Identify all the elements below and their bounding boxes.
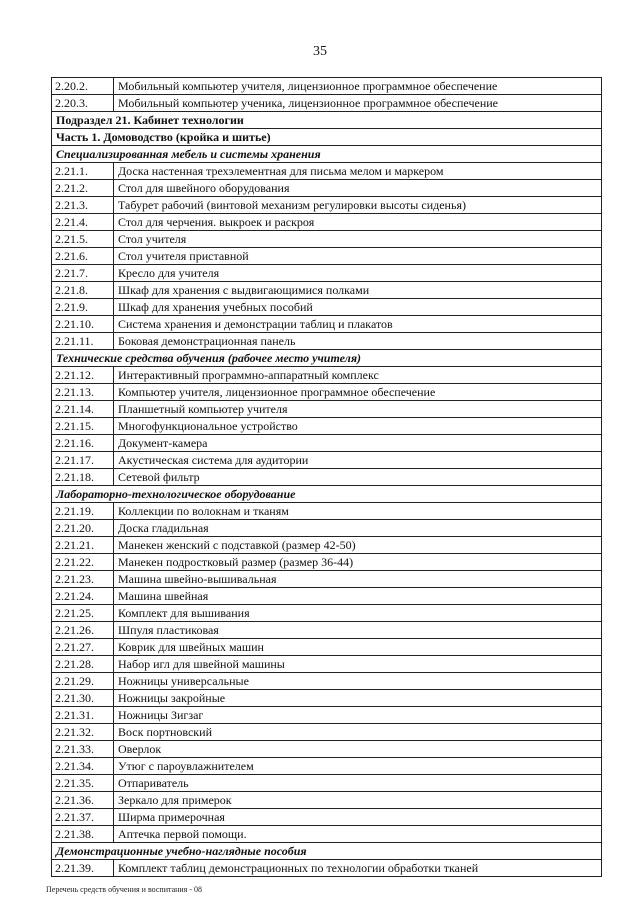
table-row	[52, 333, 602, 350]
item-name: Компьютер учителя, лицензионное программное обеспечение	[114, 384, 602, 401]
table-row	[52, 826, 602, 843]
item-number: 2.21.3.	[52, 197, 114, 214]
item-name: Мобильный компьютер учителя, лицензионное программное обеспечение	[114, 78, 602, 95]
item-number: 2.21.4.	[52, 214, 114, 231]
item-number: 2.21.13.	[52, 384, 114, 401]
item-name: Оверлок	[114, 741, 602, 758]
item-name: Зеркало для примерок	[114, 792, 602, 809]
table-row	[52, 469, 602, 486]
table-row	[52, 656, 602, 673]
item-name: Аптечка первой помощи.	[114, 826, 602, 843]
item-number: 2.21.39.	[52, 860, 114, 877]
item-number: 2.21.38.	[52, 826, 114, 843]
item-number: 2.21.35.	[52, 775, 114, 792]
item-name: Интерактивный программно-аппаратный комплекс	[114, 367, 602, 384]
table-row	[52, 401, 602, 418]
item-name: Машина швейная	[114, 588, 602, 605]
item-number: 2.21.8.	[52, 282, 114, 299]
item-name: Стол для швейного оборудования	[114, 180, 602, 197]
table-row	[52, 265, 602, 282]
table-row	[52, 690, 602, 707]
item-number: 2.21.15.	[52, 418, 114, 435]
item-number: 2.21.34.	[52, 758, 114, 775]
table-row	[52, 588, 602, 605]
subsection-heading: Подраздел 21. Кабинет технологии	[52, 112, 602, 129]
table-row	[52, 639, 602, 656]
category-heading: Лабораторно-технологическое оборудование	[52, 486, 602, 503]
table-row	[52, 248, 602, 265]
item-name: Сетевой фильтр	[114, 469, 602, 486]
item-number: 2.21.16.	[52, 435, 114, 452]
table-row	[52, 214, 602, 231]
item-name: Шкаф для хранения учебных пособий	[114, 299, 602, 316]
item-name: Система хранения и демонстрации таблиц и плакатов	[114, 316, 602, 333]
item-number: 2.21.2.	[52, 180, 114, 197]
equipment-table	[51, 77, 602, 877]
item-number: 2.21.9.	[52, 299, 114, 316]
table-row	[52, 78, 602, 95]
table-row	[52, 384, 602, 401]
category-heading-row	[52, 843, 602, 860]
table-row	[52, 554, 602, 571]
item-name: Стол для черчения. выкроек и раскроя	[114, 214, 602, 231]
item-name: Комплект для вышивания	[114, 605, 602, 622]
table-row	[52, 707, 602, 724]
category-heading-row	[52, 146, 602, 163]
item-number: 2.21.31.	[52, 707, 114, 724]
item-number: 2.21.10.	[52, 316, 114, 333]
item-name: Многофункциональное устройство	[114, 418, 602, 435]
table-row	[52, 418, 602, 435]
item-name: Машина швейно-вышивальная	[114, 571, 602, 588]
item-name: Ножницы закройные	[114, 690, 602, 707]
item-name: Коллекции по волокнам и тканям	[114, 503, 602, 520]
table-row	[52, 622, 602, 639]
item-name: Ножницы универсальные	[114, 673, 602, 690]
category-heading-row	[52, 486, 602, 503]
item-number: 2.21.26.	[52, 622, 114, 639]
item-name: Документ-камера	[114, 435, 602, 452]
category-heading: Демонстрационные учебно-наглядные пособия	[52, 843, 602, 860]
item-number: 2.21.17.	[52, 452, 114, 469]
item-name: Планшетный компьютер учителя	[114, 401, 602, 418]
item-number: 2.21.24.	[52, 588, 114, 605]
item-number: 2.21.21.	[52, 537, 114, 554]
item-number: 2.21.20.	[52, 520, 114, 537]
category-heading-row	[52, 350, 602, 367]
item-number: 2.21.6.	[52, 248, 114, 265]
table-row	[52, 197, 602, 214]
item-number: 2.21.29.	[52, 673, 114, 690]
table-row	[52, 741, 602, 758]
item-name: Утюг с пароувлажнителем	[114, 758, 602, 775]
item-name: Табурет рабочий (винтовой механизм регулировки высоты сиденья)	[114, 197, 602, 214]
item-number: 2.21.22.	[52, 554, 114, 571]
item-name: Шпуля пластиковая	[114, 622, 602, 639]
table-row	[52, 571, 602, 588]
item-name: Манекен женский с подставкой (размер 42-50)	[114, 537, 602, 554]
table-row	[52, 520, 602, 537]
item-name: Стол учителя	[114, 231, 602, 248]
item-name: Набор игл для швейной машины	[114, 656, 602, 673]
item-name: Акустическая система для аудитории	[114, 452, 602, 469]
item-name: Коврик для швейных машин	[114, 639, 602, 656]
item-number: 2.20.3.	[52, 95, 114, 112]
item-name: Манекен подростковый размер (размер 36-44)	[114, 554, 602, 571]
item-name: Отпариватель	[114, 775, 602, 792]
item-number: 2.21.23.	[52, 571, 114, 588]
item-name: Шкаф для хранения с выдвигающимися полками	[114, 282, 602, 299]
table-row	[52, 180, 602, 197]
item-number: 2.20.2.	[52, 78, 114, 95]
item-name: Ножницы Зигзаг	[114, 707, 602, 724]
item-number: 2.21.18.	[52, 469, 114, 486]
table-row	[52, 724, 602, 741]
item-name: Боковая демонстрационная панель	[114, 333, 602, 350]
item-number: 2.21.28.	[52, 656, 114, 673]
table-row	[52, 673, 602, 690]
item-number: 2.21.36.	[52, 792, 114, 809]
page-number: 35	[313, 44, 327, 59]
item-name: Доска настенная трехэлементная для письма мелом и маркером	[114, 163, 602, 180]
table-row	[52, 163, 602, 180]
subsection-heading-row	[52, 129, 602, 146]
item-number: 2.21.11.	[52, 333, 114, 350]
table-row	[52, 452, 602, 469]
item-number: 2.21.25.	[52, 605, 114, 622]
subsection-heading-row	[52, 112, 602, 129]
item-name: Ширма примерочная	[114, 809, 602, 826]
item-number: 2.21.27.	[52, 639, 114, 656]
item-number: 2.21.1.	[52, 163, 114, 180]
item-number: 2.21.37.	[52, 809, 114, 826]
table-row	[52, 299, 602, 316]
item-name: Кресло для учителя	[114, 265, 602, 282]
item-name: Доска гладильная	[114, 520, 602, 537]
item-name: Комплект таблиц демонстрационных по технологии обработки тканей	[114, 860, 602, 877]
table-row	[52, 809, 602, 826]
page-footer: Перечень средств обучения и воспитания - 08	[46, 885, 203, 894]
category-heading: Специализированная мебель и системы хранения	[52, 146, 602, 163]
table-row	[52, 282, 602, 299]
item-name: Мобильный компьютер ученика, лицензионное программное обеспечение	[114, 95, 602, 112]
table-row	[52, 860, 602, 877]
item-number: 2.21.12.	[52, 367, 114, 384]
table-row	[52, 605, 602, 622]
subsection-heading: Часть 1. Домоводство (кройка и шитье)	[52, 129, 602, 146]
item-name: Стол учителя приставной	[114, 248, 602, 265]
table-row	[52, 231, 602, 248]
table-row	[52, 435, 602, 452]
table-row	[52, 367, 602, 384]
item-number: 2.21.5.	[52, 231, 114, 248]
table-row	[52, 775, 602, 792]
item-number: 2.21.7.	[52, 265, 114, 282]
item-number: 2.21.32.	[52, 724, 114, 741]
item-number: 2.21.30.	[52, 690, 114, 707]
item-number: 2.21.33.	[52, 741, 114, 758]
category-heading: Технические средства обучения (рабочее место учителя)	[52, 350, 602, 367]
table-row	[52, 537, 602, 554]
table-row	[52, 95, 602, 112]
table-row	[52, 316, 602, 333]
item-name: Воск портновский	[114, 724, 602, 741]
item-number: 2.21.14.	[52, 401, 114, 418]
table-row	[52, 792, 602, 809]
table-row	[52, 503, 602, 520]
table-row	[52, 758, 602, 775]
item-number: 2.21.19.	[52, 503, 114, 520]
